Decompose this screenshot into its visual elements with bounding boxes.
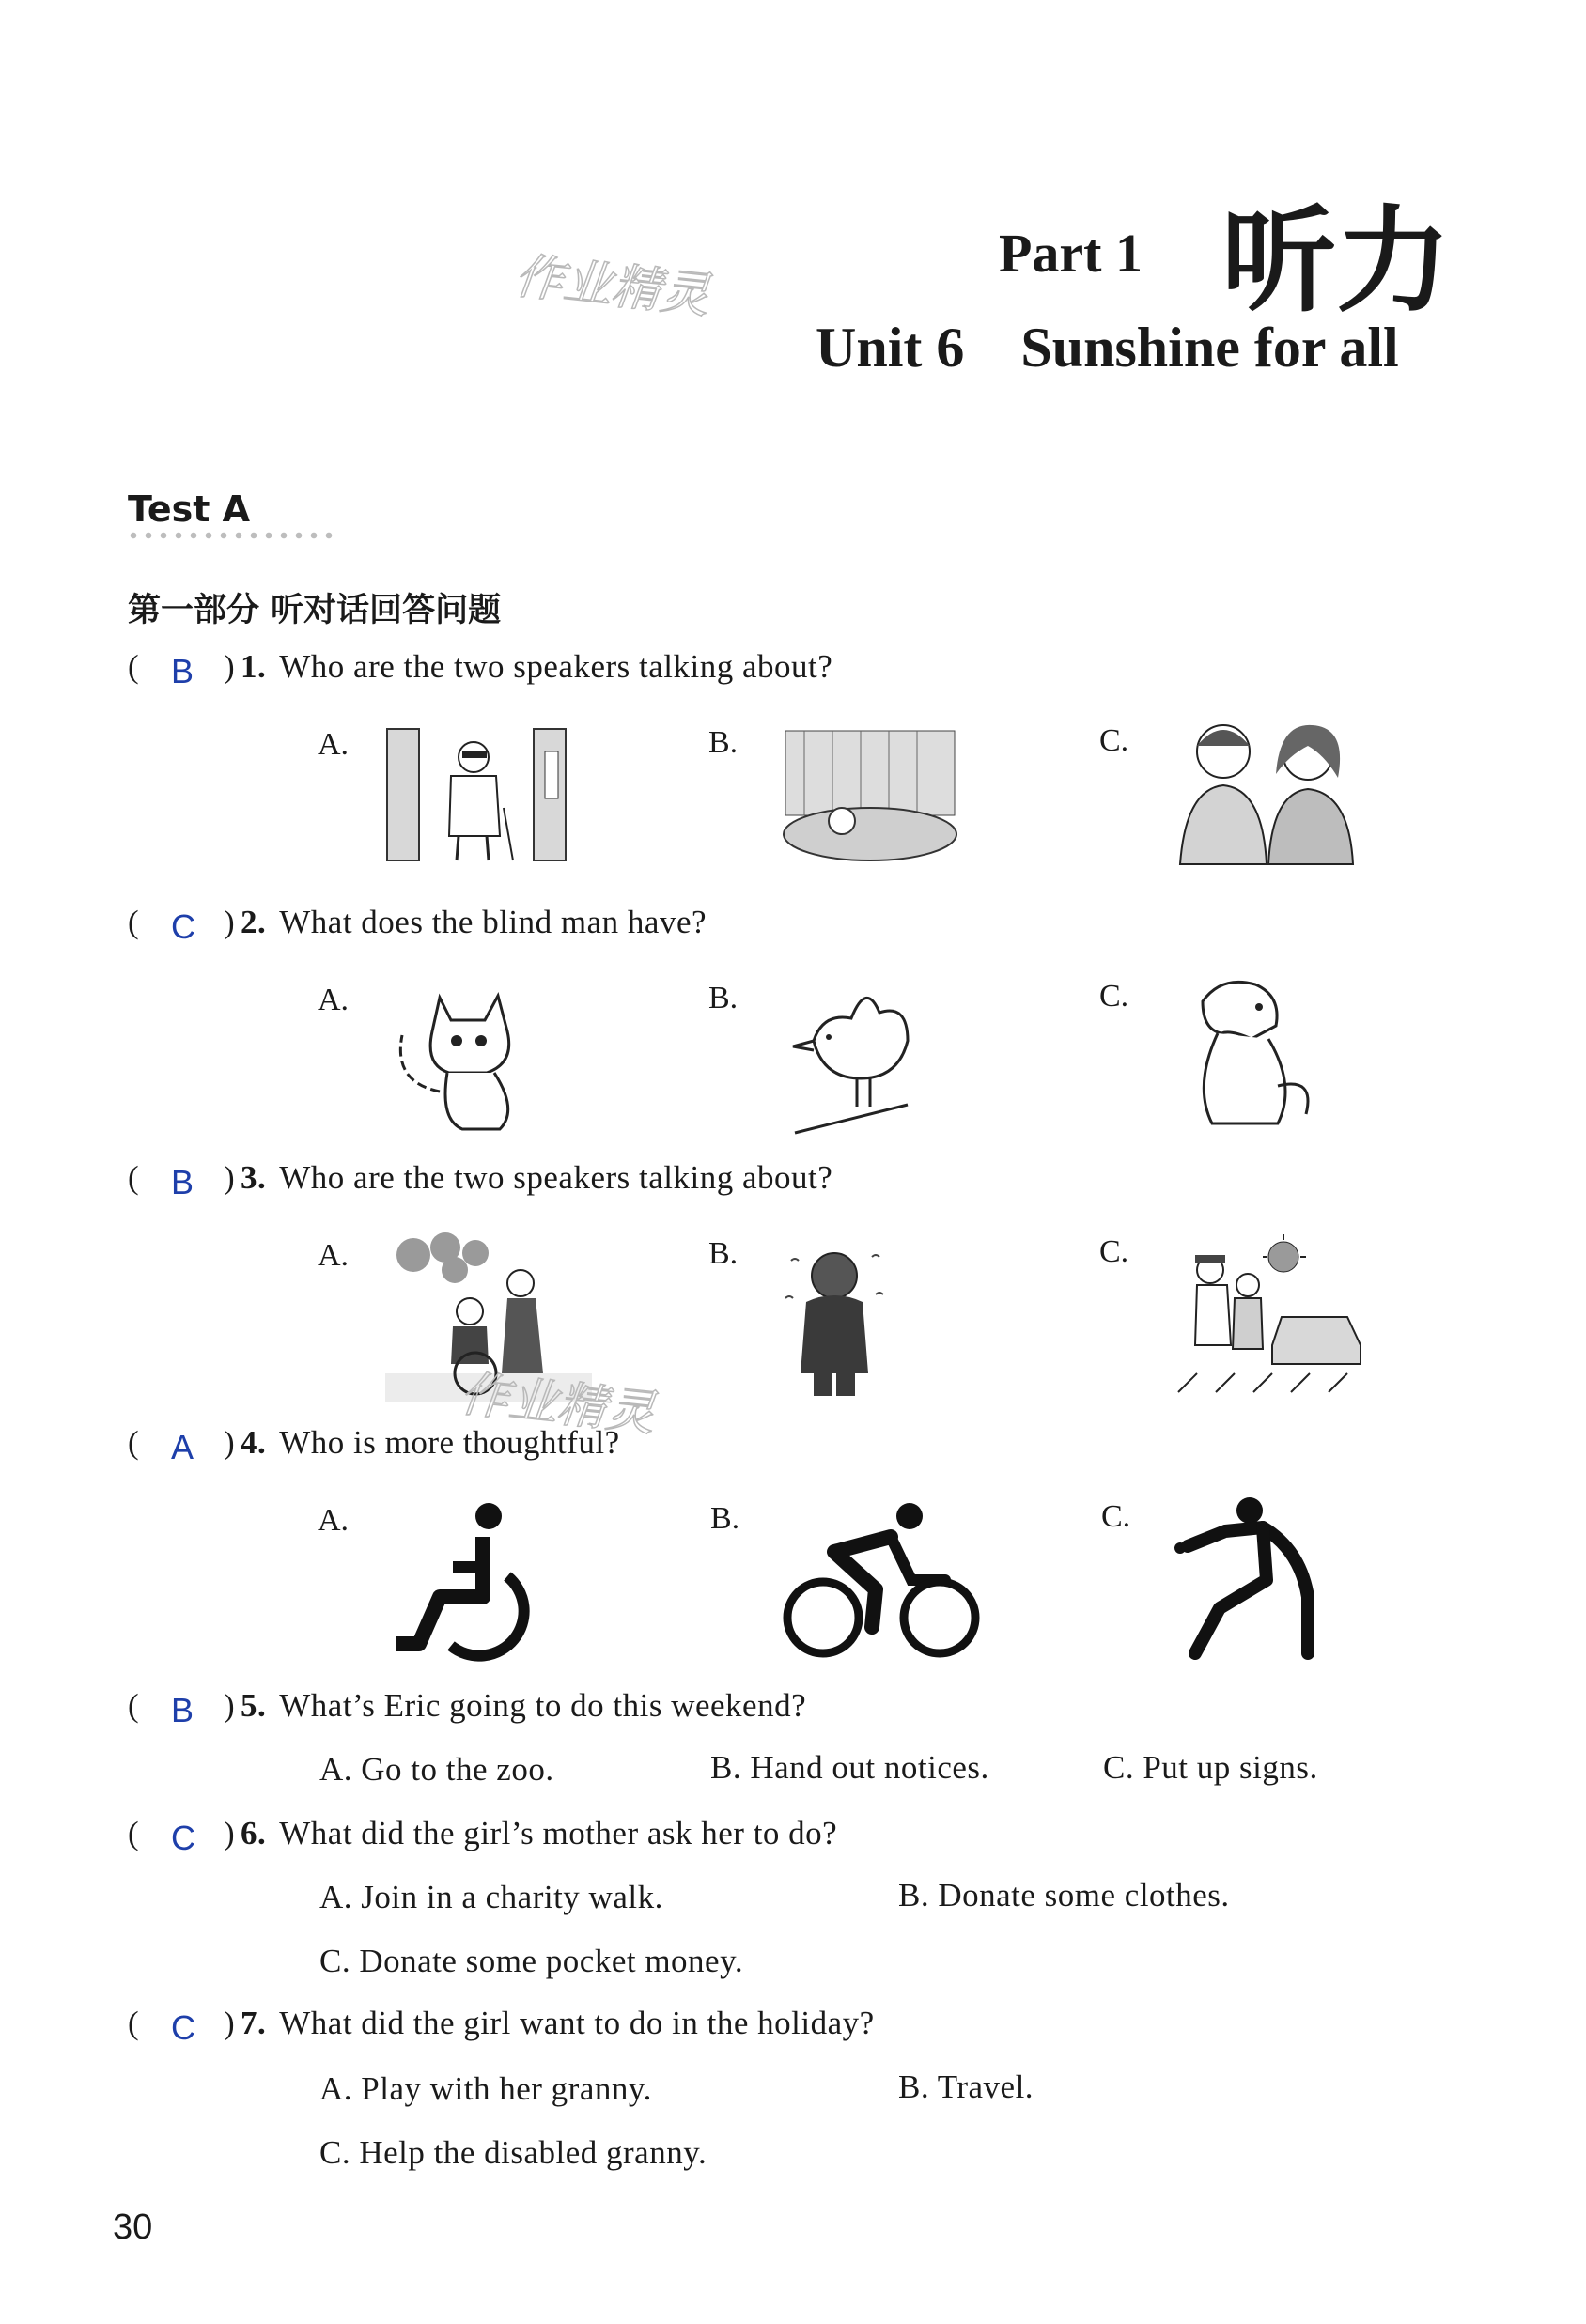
option-text: C. Help the disabled granny. bbox=[319, 2134, 707, 2171]
question-number: 5. bbox=[241, 1687, 267, 1724]
answer-letter: B bbox=[171, 1163, 194, 1201]
option-label: B. bbox=[710, 1501, 740, 1536]
option-label: A. bbox=[318, 983, 350, 1017]
option-label: C. bbox=[1099, 979, 1129, 1014]
question-row bbox=[128, 1424, 620, 1466]
part-title-chinese: 听力 bbox=[1221, 194, 1451, 328]
option-text: A. Go to the zoo. bbox=[319, 1751, 554, 1788]
option-label: C. bbox=[1101, 1499, 1131, 1534]
answer-letter: C bbox=[171, 2008, 196, 2047]
crossing-street-picture bbox=[1169, 1232, 1366, 1402]
answer-bracket: ( C ) bbox=[128, 904, 236, 946]
question-row bbox=[128, 648, 833, 690]
question-text: What did the girl’s mother ask her to do? bbox=[279, 1815, 838, 1851]
answer-bracket: ( B ) bbox=[128, 1687, 236, 1729]
question-text: Who are the two speakers talking about? bbox=[279, 1159, 833, 1196]
option-text: A. Play with her granny. bbox=[319, 2070, 652, 2107]
answer-letter: B bbox=[171, 652, 194, 690]
option-text: B. Hand out notices. bbox=[710, 1749, 989, 1786]
question-number: 2. bbox=[241, 904, 267, 940]
answer-bracket: ( C ) bbox=[128, 2005, 236, 2047]
homeless-person-picture bbox=[776, 723, 964, 864]
watermark: 作业精灵 bbox=[511, 248, 713, 325]
option-label: A. bbox=[318, 727, 350, 762]
option-text: A. Join in a charity walk. bbox=[319, 1879, 663, 1915]
option-label: C. bbox=[1099, 723, 1129, 758]
question-row bbox=[128, 1687, 807, 1729]
answer-letter: C bbox=[171, 907, 196, 946]
cat-picture bbox=[383, 979, 552, 1139]
question-text: Who are the two speakers talking about? bbox=[279, 648, 833, 685]
sign-language-couple-picture bbox=[1165, 718, 1362, 868]
watermark: 作业精灵 bbox=[457, 1366, 659, 1443]
answer-bracket: ( B ) bbox=[128, 648, 236, 690]
answer-letter: B bbox=[171, 1691, 194, 1729]
question-number: 3. bbox=[241, 1159, 267, 1196]
question-number: 6. bbox=[241, 1815, 267, 1851]
page-number: 30 bbox=[113, 2208, 153, 2247]
answer-bracket: ( C ) bbox=[128, 1815, 236, 1857]
part-label: Part 1 bbox=[999, 223, 1143, 284]
section-title: 第一部分 听对话回答问题 bbox=[128, 592, 502, 629]
question-row bbox=[128, 2005, 875, 2047]
option-label: B. bbox=[708, 981, 739, 1015]
option-text: B. Travel. bbox=[898, 2068, 1034, 2105]
cycling-symbol-icon bbox=[778, 1499, 985, 1659]
option-label: A. bbox=[318, 1503, 350, 1538]
question-number: 4. bbox=[241, 1424, 267, 1461]
question-row bbox=[128, 1815, 838, 1857]
test-label: Test A bbox=[128, 488, 251, 530]
dotted-divider bbox=[126, 532, 333, 539]
question-row bbox=[128, 1159, 833, 1201]
answer-letter: A bbox=[171, 1428, 194, 1466]
blind-man-at-elevator-picture bbox=[383, 723, 581, 864]
homeless-man-picture bbox=[778, 1232, 891, 1402]
answer-letter: C bbox=[171, 1819, 196, 1857]
question-text: What does the blind man have? bbox=[279, 904, 707, 940]
dog-picture bbox=[1165, 973, 1325, 1133]
question-row bbox=[128, 904, 707, 946]
option-text: C. Donate some pocket money. bbox=[319, 1943, 744, 1979]
bird-picture bbox=[776, 975, 936, 1135]
answer-bracket: ( B ) bbox=[128, 1159, 236, 1201]
option-text: C. Put up signs. bbox=[1103, 1749, 1318, 1786]
option-label: C. bbox=[1099, 1234, 1129, 1269]
option-text: B. Donate some clothes. bbox=[898, 1877, 1230, 1913]
dancing-symbol-icon bbox=[1169, 1494, 1329, 1663]
question-number: 7. bbox=[241, 2005, 267, 2041]
question-text: Who is more thoughtful? bbox=[279, 1424, 620, 1461]
unit-title: Unit 6 Sunshine for all bbox=[816, 317, 1399, 379]
question-number: 1. bbox=[241, 648, 267, 685]
option-label: A. bbox=[318, 1238, 350, 1273]
question-text: What did the girl want to do in the holiday? bbox=[279, 2005, 875, 2041]
question-text: What’s Eric going to do this weekend? bbox=[279, 1687, 807, 1724]
answer-bracket: ( A ) bbox=[128, 1424, 236, 1466]
wheelchair-symbol-icon bbox=[385, 1495, 536, 1665]
option-label: B. bbox=[708, 725, 739, 760]
option-label: B. bbox=[708, 1236, 739, 1271]
